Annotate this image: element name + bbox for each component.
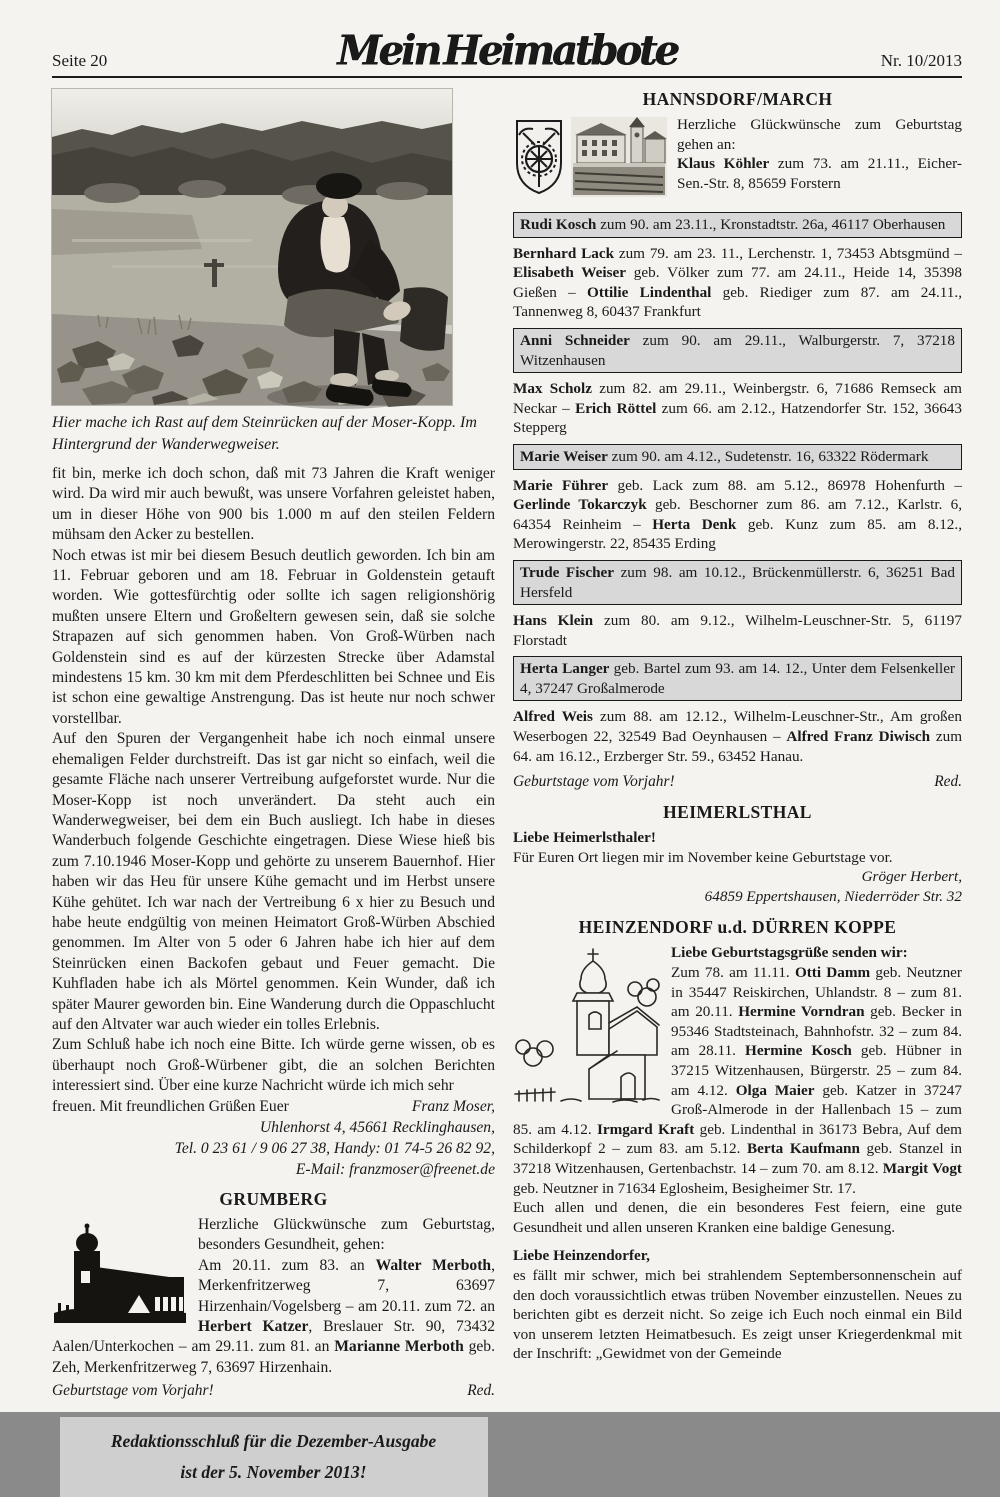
hannsdorf-town-etching: [571, 117, 667, 202]
birthday-entry: Bernhard Lack zum 79. am 23. 11., Lerchenstr. 1, 73453 Abtsgmünd – Elisabeth Weiser geb. Völker zum 77. am 24.11., Heide 14, 35398 Gießen – Ottilie Lindenthal geb. Riediger zum 87. am 24.11., Tannenweg 8, 60437 Frankfurt: [513, 244, 963, 321]
deadline-line-2: ist der 5. November 2013!: [180, 1462, 367, 1483]
page-number: Seite 20: [52, 51, 108, 70]
content-columns: [52, 89, 962, 1497]
birthday-entry-boxed: Marie Weiser zum 90. am 4.12., Sudetenstr. 16, 63322 Rödermark: [513, 444, 962, 470]
heinzendorf-closing: Euch allen und denen, die ein besonderes Fest feiern, eine gute Gesundheit und allen unseren Kranken eine baldige Genesung.: [513, 1199, 962, 1236]
birthday-entry-boxed: Rudi Kosch zum 90. am 23.11., Kronstadtstr. 26a, 46117 Oberhausen: [513, 212, 962, 238]
hannsdorf-intro: Herzliche Glückwünsche zum Geburtstag gehen an: Klaus Köhler zum 73. am 21.11., Eicher-Sen.-Str. 8, 85659 Forstern: [677, 116, 962, 192]
photo-caption: Hier mache ich Rast auf dem Steinrücken auf der Moser-Kopp. Im Hintergrund der Wanderwegweiser.: [52, 414, 477, 453]
deadline-line-1: Redaktionsschluß für die Dezember-Ausgabe: [110, 1431, 437, 1452]
masthead-title: Mein Heimatbote: [337, 26, 677, 75]
heinzendorf-chapel-icon: [513, 945, 661, 1108]
red-signature: Red.: [467, 1382, 495, 1400]
grumberg-body: [52, 1215, 495, 1378]
grumberg-text: Herzliche Glückwünsche zum Geburtstag, besonders Gesundheit, gehen: Am 20.11. zum 83. an Walter Merboth, Merkenfritzerweg 7, 63697 Hirzenhain/Vogelsberg – am 20.11. zum 72. an Herbert Katzer, Breslauer Str. 90, 73432 Aalen/Unterkochen – am 29.11. zum 81. an Marianne Merboth geb. Zeh, Merkenfritzerweg 7, 63697 Hirzenhain.: [52, 1216, 496, 1376]
author-address: Uhlenhorst 4, 45661 Recklinghausen,: [259, 1119, 495, 1136]
closing-line: [52, 1097, 495, 1117]
heimerlsthal-signature-address: 64859 Eppertshausen, Niederröder Str. 32: [704, 888, 962, 906]
grumberg-church-icon: [52, 1217, 188, 1328]
birthday-entry: Max Scholz zum 82. am 29.11., Weinbergstr. 6, 71686 Remseck am Neckar – Erich Röttel zum 66. am 2.12., Hatzendorfer Str. 152, 36643 Stepperg: [513, 380, 962, 437]
vorjahr-note: Geburtstage vom Vorjahr!: [513, 773, 675, 791]
section-hannsdorf: [513, 89, 962, 792]
birthday-entry: Hans Klein zum 80. am 9.12., Wilhelm-Leuschner-Str. 5, 61197 Florstadt: [513, 612, 962, 649]
article-paragraph-3: Auf den Spuren der Vergangenheit habe ich noch einmal unsere ehemaligen Felder durchstreift. Das ist gar nicht so einfach, weil die gesamte Fläche nach unserer Vertreibung aufgeforstet wurde. Nur die Moser-Kopp ist noch unverändert. Da steht auch ein Wanderwegweiser, bei dem ein Buch ausliegt. Ich habe in dieses Wanderbuch folgende Geschichte eingetragen. Diese Wiese hieß bis zum 7.10.1946 Moser-Kopp und gehörte zu unserem Bauernhof. Hier haben wir das Heu für unsere Kühe gemacht und im Herbst unsere Kühe gehütet. Ich war nach der Vertreibung 6 x hier zu Besuch und habe heute endgültig von meinen Heimatort Groß-Würben Abschied genommen. Im Alter von 5 oder 6 Jahren habe ich hier auf dem Steinrücken einen Backofen gebaut und Feuer gemacht. Die Kuhfladen habe ich als Mörtel genommen. Kein Wunder, daß ich später Maurer geworden bin. Eine Wanderung durch die Oppaschlucht auf den Altvater war auch wieder ein tolles Erlebnis.: [52, 730, 495, 1033]
left-column: [52, 89, 495, 1497]
vorjahr-row: [513, 772, 962, 792]
closing-greeting: freuen. Mit freundlichen Grüßen Euer: [52, 1097, 289, 1115]
right-column: [513, 89, 962, 1497]
red-signature: Red.: [934, 773, 962, 791]
heimerlsthal-salutation: Liebe Heimerlsthaler!: [513, 829, 656, 847]
page-header: [52, 22, 962, 78]
article-paragraph-4: Zum Schluß habe ich noch eine Bitte. Ich würde gerne wissen, ob es überhaupt noch Groß-Würbener gibt, die an solchen Berichten interessiert sind. Über eine kurze Nachricht würde ich mich sehr: [52, 1036, 495, 1095]
section-heimerlsthal: [513, 802, 962, 907]
heinzendorf-letter: es fällt mir schwer, mich bei strahlendem Septembersonnenschein auf den doch voraussichtlich etwas trüben November einzustellen. Neues zu berichten gibt es derzeit nicht. So zeige ich Euch noch einmal ein Bild von unserem letzten Heimatbesuch. Es zeigt unser Kriegerdenkmal mit der Inschrift: „Gewidmet von der Gemeinde: [513, 1266, 962, 1363]
birthday-entry-boxed: Trude Fischer zum 98. am 10.12., Brückenmüllerstr. 6, 36251 Bad Hersfeld: [513, 560, 962, 605]
section-title-heimerlsthal: HEIMERLSTHAL: [663, 802, 812, 823]
section-title-grumberg: GRUMBERG: [219, 1189, 328, 1209]
article-paragraph-2: Noch etwas ist mir bei diesem Besuch deutlich geworden. Ich bin am 11. Februar geboren und am 18. Februar in Goldenstein getauft worden. Wie gottesfürchtig oder sollte ich sagen religionshörig mußten unsere Eltern und Großeltern gewesen sein, daß sie solche Strapazen auf sich genommen haben. Von Groß-Würben nach Goldenstein sind es auf der kürzesten Strecke über Adamstal mindestens 15 km. 30 km mit dem Pferdeschlitten bei Schnee und Eis ist schon eine gewaltige Anstrengung. Das ist heute nur noch schwer vorstellbar.: [52, 546, 495, 727]
article-paragraph-1: fit bin, merke ich doch schon, daß mit 73 Jahren die Kraft weniger wird. Da wird mir auch bewußt, was unsere Vorfahren geleistet haben, um in dieser Höhe von 900 bis 1.000 m auf den steilen Feldern mühsam den Acker zu bestellen.: [52, 465, 495, 544]
author-name: Franz Moser,: [411, 1097, 495, 1115]
heimerlsthal-signature-name: Gröger Herbert,: [861, 868, 962, 886]
birthday-entry-boxed: Herta Langer geb. Bartel zum 93. am 14. 12., Unter dem Felsenkeller 4, 37247 Großalmerode: [513, 656, 962, 701]
section-title-heinzendorf: HEINZENDORF u.d. DÜRREN KOPPE: [578, 917, 897, 938]
heinzendorf-body: [513, 943, 962, 1198]
author-phone: Tel. 0 23 61 / 9 06 27 38, Handy: 01 74-5 26 82 92,: [174, 1140, 495, 1157]
vorjahr-note: Geburtstage vom Vorjahr!: [52, 1382, 214, 1400]
heinzendorf-salutation: Liebe Heinzendorfer,: [513, 1247, 650, 1265]
hiker-photo-illustration: [52, 89, 452, 405]
hannsdorf-body: [513, 115, 962, 206]
birthday-entry: Alfred Weis zum 88. am 12.12., Wilhelm-Leuschner-Str., Am großen Weserbogen 22, 32549 Bad Oeynhausen – Alfred Franz Diwisch zum 64. am 16.12., Erzberger Str. 59., 63452 Hanau.: [513, 708, 963, 765]
section-heinzendorf: [513, 917, 962, 1363]
heinzendorf-birthdays: Liebe Geburtstagsgrüße senden wir: Zum 78. am 11.11. Otti Damm geb. Neutzner in 35447 Reiskirchen, Uhlandstr. 8 – zum 81. am 20.11. Hermine Vorndran geb. Becker in 95346 Stadtsteinach, Bahnhofstr. 32 – zum 84. am 28.11. Hermine Kosch geb. Hübner in 37215 Witzenhausen, Bürgerstr. 25 – zum 84. am 4.12. Olga Maier geb. Katzer in 37247 Groß-Almerode in der Hallenbach 15 – zum 85. am 4.12. Irmgard Kraft geb. Lindenthal in 36173 Bebra, Auf dem Schilderkopf 2 – zum 83. am 5.12. Berta Kaufmann geb. Stanzel in 37218 Witzenhausen, Gertenbachstr. 14 – zum 70. am 8.12. Margit Vogt geb. Neutzner in 71634 Eglosheim, Besigheimer Str. 17.: [513, 944, 963, 1197]
section-title-hannsdorf: HANNSDORF/MARCH: [642, 89, 833, 109]
hannsdorf-coat-of-arms-icon: [513, 117, 565, 202]
hiker-photo: [52, 89, 452, 405]
section-grumberg: [52, 1189, 495, 1401]
birthday-entry-boxed: Anni Schneider zum 90. am 29.11., Walburgerstr. 7, 37218 Witzenhausen: [513, 328, 962, 373]
birthday-entry: Marie Führer geb. Lack zum 88. am 5.12., 86978 Hohenfurth – Gerlinde Tokarczyk geb. Beschorner zum 86. am 7.12., Karlstr. 6, 64354 Reinheim – Herta Denk geb. Kunz zum 85. am 8.12., Merowingerstr. 22, 85435 Erding: [513, 476, 963, 553]
vorjahr-row: [52, 1381, 495, 1401]
issue-number: Nr. 10/2013: [880, 51, 962, 70]
author-email: E-Mail: franzmoser@freenet.de: [295, 1161, 495, 1178]
deadline-box: [60, 1417, 488, 1497]
heimerlsthal-text: Für Euren Ort liegen mir im November keine Geburtstage vor.: [513, 848, 893, 866]
